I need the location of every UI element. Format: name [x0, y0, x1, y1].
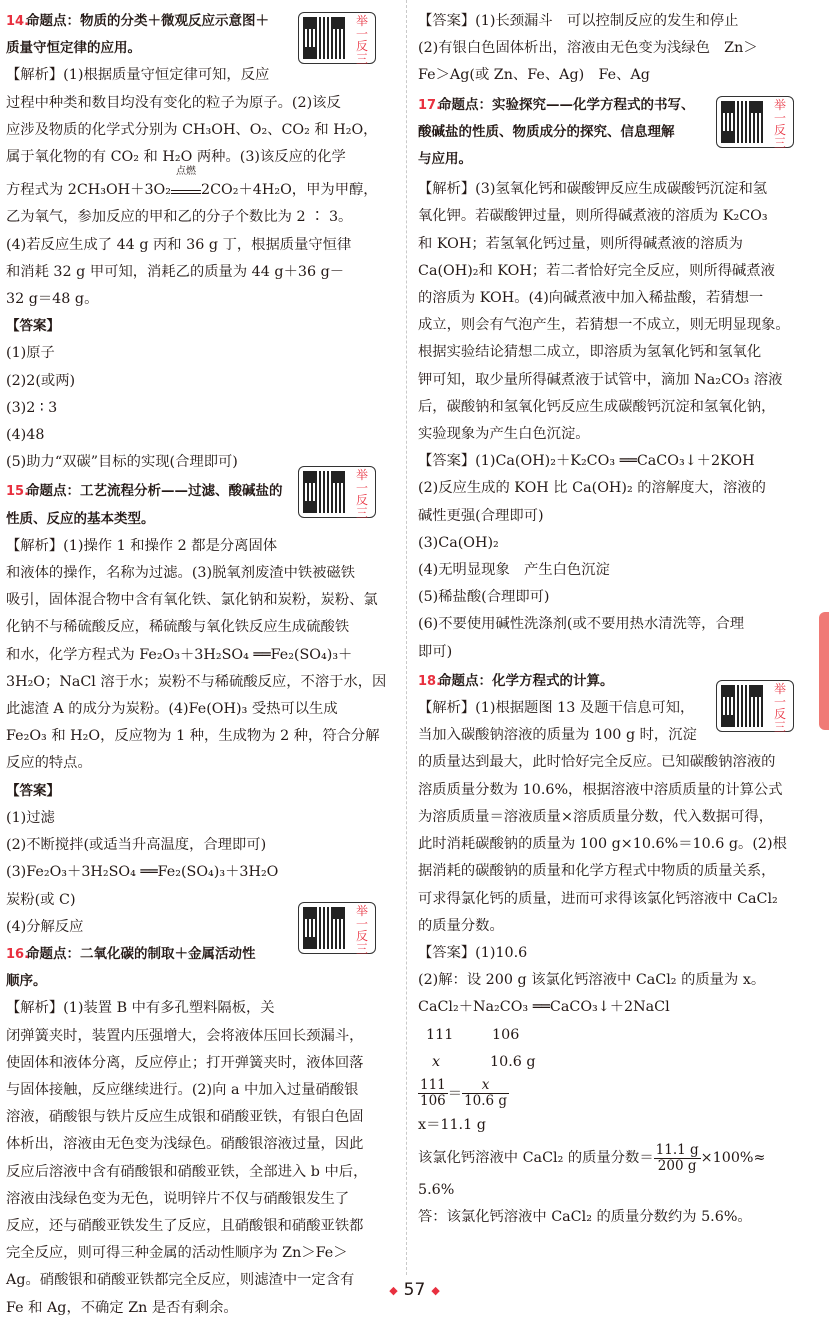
q18-x-result: x＝11.1 g [418, 1116, 486, 1133]
q16-answer-1: 【答案】(1)长颈漏斗 可以控制反应的发生和停止 [418, 13, 739, 29]
q15-analysis-1: 【解析】(1)操作 1 和操作 2 都是分离固体 [6, 537, 278, 554]
q14-answer-3: (3)2 ∶ 3 [6, 399, 58, 416]
fraction-11-1-200: $\frac{11.1 g}{200 g}$ [655, 1141, 699, 1174]
pct-prefix: 该氯化钙溶液中 CaCl₂ 的质量分数＝ [418, 1150, 654, 1167]
q18-analysis-6: 此时消耗碳酸钠的质量为 100 g×10.6%＝10.6 g。(2)根 [418, 836, 787, 853]
q17-analysis-2: 氧化钾。若碳酸钾过量，则所得碱煮液的溶质为 K₂CO₃ [418, 208, 768, 225]
q17-answer-6: (5)稀盐酸(合理即可) [418, 589, 550, 606]
q16-analysis-11: Ag。硝酸银和硝酸亚铁都完全反应，则滤渣中一定含有 [6, 1272, 355, 1289]
q17-answer-1: 【答案】(1)Ca(OH)₂＋K₂CO₃ ══CaCO₃↓＋2KOH [418, 453, 755, 470]
q14-analysis-5: 乙为氧气，参加反应的甲和乙的分子个数比为 2 ∶ 3。 [6, 209, 353, 226]
q14-title-line2: 质量守恒定律的应用。 [6, 40, 141, 57]
q16-analysis-9: 反应，还与硝酸亚铁发生了反应，且硝酸银和硝酸亚铁都 [6, 1217, 364, 1234]
q17-analysis-7: 根据实验结论猜想二成立，即溶质为氢氧化钙和氢氧化 [418, 344, 762, 361]
q17-answer-2: (2)反应生成的 KOH 比 Ca(OH)₂ 的溶解度大，溶液的 [418, 480, 766, 497]
q16-analysis-12: Fe 和 Ag，不确定 Zn 是否有剩余。 [6, 1299, 238, 1316]
qr-icon [303, 17, 345, 59]
q17-number: 17. [418, 97, 442, 113]
qr-icon [721, 101, 763, 143]
q15-analysis-5: 和水，化学方程式为 Fe₂O₃＋3H₂SO₄ ══Fe₂(SO₄)₃＋ [6, 646, 353, 663]
pct-suffix: ×100%≈ [700, 1150, 766, 1167]
eq-lhs: 方程式为 2CH₃OH＋3O₂ [6, 182, 171, 199]
q14-equation [6, 166, 396, 204]
q18-analysis-1: 【解析】(1)根据题图 13 及题干信息可知， [418, 700, 695, 717]
qr-code-q14[interactable] [298, 12, 376, 64]
q17-answer-3: 碱性更强(合理即可) [418, 507, 544, 524]
qr-icon [721, 685, 763, 727]
q18-equation: CaCl₂＋Na₂CO₃ ══CaCO₃↓＋2NaCl [418, 999, 670, 1016]
q18-proportion: $\frac{111}{106}$ ＝ $\frac{x}{10.6 g}$ [420, 1077, 508, 1110]
q16-analysis-8: 溶液由浅绿色变为无色，说明锌片不仅与硝酸银发生了 [6, 1190, 350, 1207]
q18-analysis-4: 溶质质量分数为 10.6%，根据溶液中溶质质量的计算公式 [418, 781, 783, 798]
page-footer [0, 1280, 829, 1300]
q17-analysis-1: 【解析】(3)氢氧化钙和碳酸钾反应生成碳酸钙沉淀和氢 [418, 181, 768, 198]
diamond-icon: ◆ [431, 1283, 440, 1297]
mass-106: 106 [492, 1026, 520, 1043]
q15-analysis-8: Fe₂O₃ 和 H₂O，反应物为 1 种，生成物为 2 种，符合分解 [6, 728, 380, 745]
q15-title-line2: 性质、反应的基本类型。 [6, 510, 155, 527]
q16-analysis-7: 反应后溶液中含有硝酸银和硝酸亚铁，全部进入 b 中后， [6, 1163, 368, 1180]
qr-code-q18[interactable] [716, 680, 794, 732]
q15-analysis-9: 反应的特点。 [6, 755, 92, 772]
q16-analysis-3: 使固体和液体分离，反应停止；打开弹簧夹时，液体回落 [6, 1054, 364, 1071]
eq-rhs: 2CO₂＋4H₂O，甲为甲醇， [201, 182, 378, 199]
q17-analysis-6: 成立，则会有气泡产生，若猜想一不成立，则无明显现象。 [418, 317, 790, 334]
q14-title-line1: 命题点：物质的分类＋微观反应示意图＋ [26, 13, 269, 29]
q17-analysis-8: 钾可知，取少量所得碱煮液于试管中，滴加 Na₂CO₃ 溶液 [418, 371, 783, 388]
q15-analysis-2: 和液体的操作，名称为过滤。(3)脱氧剂废渣中铁被磁铁 [6, 565, 356, 582]
q17-analysis-4: Ca(OH)₂和 KOH；若二者恰好完全反应，则所得碱煮液 [418, 262, 775, 279]
q15-analysis-4: 化钠不与稀硫酸反应，稀硫酸与氧化铁反应生成硫酸铁 [6, 619, 350, 636]
q18-analysis-9: 的质量分数。 [418, 917, 504, 934]
q17-answer-8: 即可) [418, 643, 453, 660]
edge-tab [819, 612, 829, 730]
mass-111: 111 [426, 1026, 454, 1043]
q14-analysis-8: 32 g＝48 g。 [6, 291, 99, 308]
q15-number: 15. [6, 484, 30, 500]
q14-analysis-4: 属于氧化物的有 CO₂ 和 H₂O 两种。(3)该反应的化学 [6, 149, 346, 166]
fraction-111-106: $\frac{111}{106}$ [420, 1077, 446, 1110]
reaction-condition [171, 166, 201, 194]
q16-title-line1: 命题点：二氧化碳的制取＋金属活动性 [26, 945, 256, 962]
q18-analysis-8: 可求得氯化钙的质量，进而可求得该氯化钙溶液中 CaCl₂ [418, 890, 778, 907]
q15-answer-tag: 【答案】 [6, 782, 60, 799]
q16-answer-3: Fe＞Ag(或 Zn、Fe、Ag) Fe、Ag [418, 67, 650, 84]
q16-analysis-6: 体析出，溶液由无色变为浅绿色。硝酸银溶液过量，因此 [6, 1136, 364, 1153]
q14-analysis-3: 应涉及物质的化学式分别为 CH₃OH、O₂、CO₂ 和 H₂O， [6, 121, 378, 138]
q14-answer-2: (2)2(或两) [6, 372, 76, 389]
q18-percentage [418, 1139, 803, 1177]
qr-label: 举 一 反 三 [355, 904, 368, 956]
page-number: 57 [403, 1280, 426, 1300]
diamond-icon: ◆ [389, 1283, 398, 1297]
q18-analysis-7: 据消耗的碳酸钠的质量和化学方程式中物质的质量关系， [418, 863, 776, 880]
qr-icon [303, 471, 345, 513]
q16-number: 16. [6, 946, 30, 962]
q16-analysis-10: 完全反应，则可得三种金属的活动性顺序为 Zn＞Fe＞ [6, 1245, 348, 1262]
column-divider [406, 0, 407, 1275]
q15-answer-5: (4)分解反应 [6, 918, 84, 935]
q17-analysis-9: 后，碳酸钠和氢氧化钙反应生成碳酸钙沉淀和氢氧化钠， [418, 398, 776, 415]
q18-analysis-5: 为溶质质量＝溶液质量×溶质质量分数，代入数据可得， [418, 808, 774, 825]
q17-title-line1: 命题点：实验探究——化学方程式的书写、 [438, 96, 695, 113]
q17-analysis-5: 的溶质为 KOH。(4)向碱煮液中加入稀盐酸，若猜想一 [418, 290, 764, 307]
q15-analysis-3: 吸引，固体混合物中含有氧化铁、氯化钠和炭粉，炭粉、氯 [6, 592, 378, 609]
q16-analysis-2: 闭弹簧夹时，装置内压强增大，会将液体压回长颈漏斗， [6, 1027, 364, 1044]
q18-final-answer: 答：该氯化钙溶液中 CaCl₂ 的质量分数约为 5.6%。 [418, 1209, 752, 1226]
left-column [6, 8, 396, 1322]
q14-analysis-7: 和消耗 32 g 甲可知，消耗乙的质量为 44 g＋36 g－ [6, 263, 345, 280]
qr-label: 举 一 反 三 [355, 14, 368, 66]
q17-title-line3: 与应用。 [418, 151, 472, 168]
q17-analysis-3: 和 KOH；若氢氧化钙过量，则所得碱煮液的溶质为 [418, 235, 743, 252]
q15-analysis-7: 此滤渣 A 的成分为炭粉。(4)Fe(OH)₃ 受热可以生成 [6, 701, 338, 718]
q17-answer-5: (4)无明显现象 产生白色沉淀 [418, 562, 610, 579]
q15-analysis-6: 3H₂O；NaCl 溶于水；炭粉不与稀硫酸反应，不溶于水，因 [6, 673, 387, 690]
fraction-x-10-6: $\frac{x}{10.6 g}$ [464, 1077, 508, 1110]
q18-title-line1: 命题点：化学方程式的计算。 [438, 672, 614, 689]
q17-answer-7: (6)不要使用碱性洗涤剂(或不要用热水清洗等，合理 [418, 616, 745, 633]
q16-analysis-1: 【解析】(1)装置 B 中有多孔塑料隔板，关 [6, 1000, 275, 1017]
q16-analysis-4: 与固体接触，反应继续进行。(2)向 a 中加入过量硝酸银 [6, 1081, 359, 1098]
q18-mass-row-2 [418, 1049, 803, 1076]
q16-analysis-5: 溶液，硝酸银与铁片反应生成银和硝酸亚铁，有银白色固 [6, 1109, 364, 1126]
q18-pct-value: 5.6% [418, 1182, 455, 1199]
q17-title-line2: 酸碱盐的性质、物质成分的探究、信息理解 [418, 123, 675, 140]
qr-code-q17[interactable] [716, 96, 794, 148]
q18-number: 18. [418, 673, 442, 689]
qr-icon [303, 907, 345, 949]
right-column [418, 8, 803, 1232]
q14-analysis-6: (4)若反应生成了 44 g 丙和 36 g 丁，根据质量守恒律 [6, 236, 352, 253]
qr-label: 举 一 反 三 [355, 468, 368, 520]
q14-answer-4: (4)48 [6, 427, 45, 444]
q17-analysis-10: 实验现象为产生白色沉淀。 [418, 426, 590, 443]
q16-answer-2: (2)有银白色固体析出，溶液由无色变为浅绿色 Zn＞ [418, 40, 758, 57]
q14-answer-5: (5)助力“双碳”目标的实现(合理即可) [6, 454, 238, 471]
condition-label: 点燃 [176, 166, 196, 178]
qr-label: 举 一 反 三 [773, 98, 786, 150]
q14-answer-tag: 【答案】 [6, 318, 60, 335]
q14-analysis-2: 过程中种类和数目均没有变化的粒子为原子。(2)该反 [6, 94, 341, 111]
q14-analysis-1: 【解析】(1)根据质量守恒定律可知，反应 [6, 67, 270, 84]
qr-label: 举 一 反 三 [773, 682, 786, 734]
mass-10-6: 10.6 g [490, 1053, 536, 1070]
q15-answer-4: 炭粉(或 C) [6, 891, 76, 908]
q17-answer-4: (3)Ca(OH)₂ [418, 534, 499, 551]
q15-answer-2: (2)不断搅拌(或适当升高温度，合理即可) [6, 837, 267, 854]
qr-code-q15[interactable] [298, 466, 376, 518]
qr-code-q16[interactable] [298, 902, 376, 954]
q15-answer-1: (1)过滤 [6, 809, 55, 826]
q15-answer-3: (3)Fe₂O₃＋3H₂SO₄ ══Fe₂(SO₄)₃＋3H₂O [6, 864, 279, 881]
q18-analysis-2: 当加入碳酸钠溶液的质量为 100 g 时，沉淀 [418, 727, 697, 744]
q16-title-line2: 顺序。 [6, 973, 47, 990]
q18-mass-row-1 [418, 1022, 803, 1049]
q15-title-line1: 命题点：工艺流程分析——过滤、酸碱盐的 [26, 483, 283, 500]
q18-answer-1: 【答案】(1)10.6 [418, 944, 528, 961]
q18-answer-2: (2)解：设 200 g 该氯化钙溶液中 CaCl₂ 的质量为 x。 [418, 972, 766, 989]
q18-analysis-3: 的质量达到最大，此时恰好完全反应。已知碳酸钠溶液的 [418, 754, 776, 771]
q14-number: 14. [6, 14, 30, 29]
q14-answer-1: (1)原子 [6, 345, 55, 362]
mass-x: x [432, 1053, 441, 1070]
